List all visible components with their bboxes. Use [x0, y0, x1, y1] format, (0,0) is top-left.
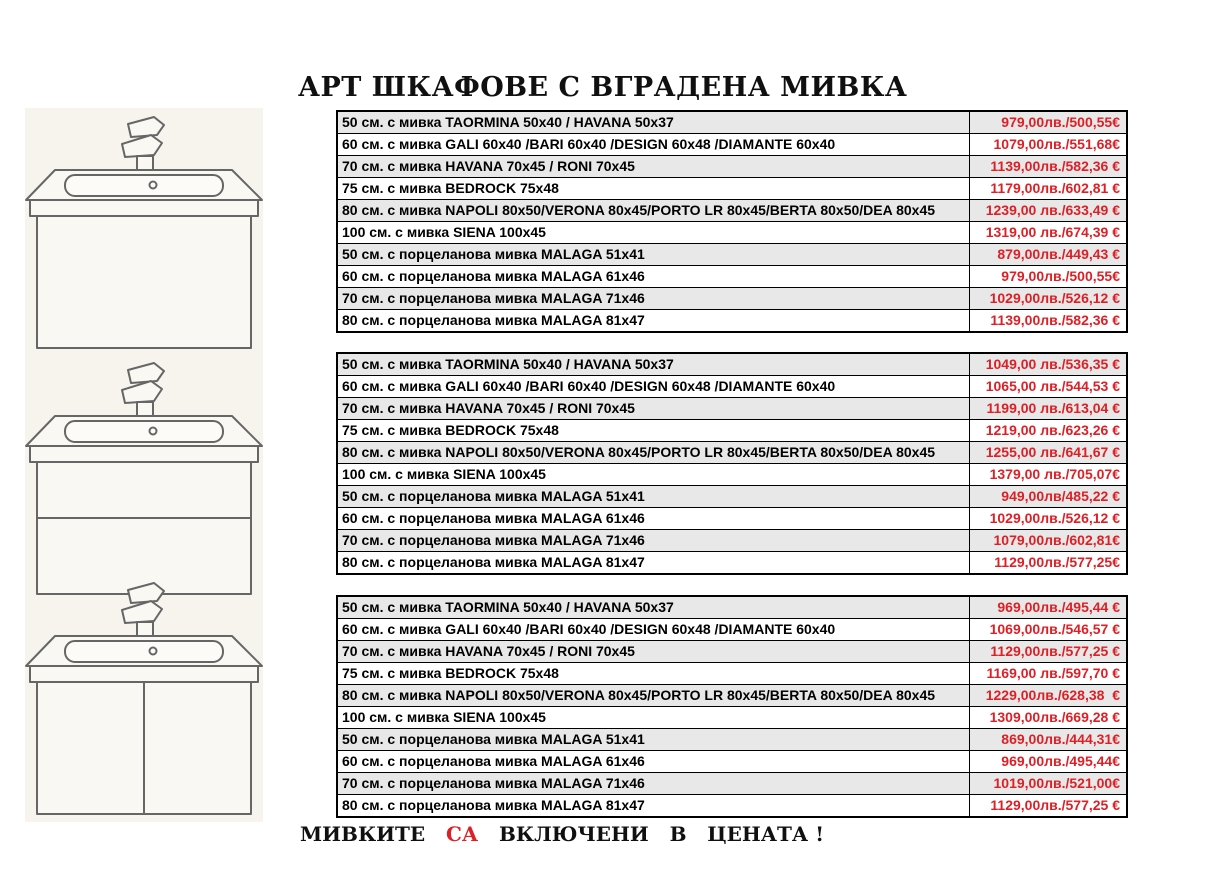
product-price: 1379,00 лв./705,07€ — [989, 466, 1120, 482]
product-price: 1019,00лв./521,00€ — [993, 775, 1120, 791]
product-price: 1219,00 лв./623,26 € — [985, 422, 1120, 438]
product-description: 80 см. с порцеланова мивка MALAGA 81x47 — [338, 795, 970, 816]
footer-word-highlighted: СА — [445, 822, 479, 846]
product-price: 969,00лв./495,44 € — [997, 599, 1120, 615]
table-row — [338, 751, 1126, 773]
table-row — [338, 376, 1126, 398]
product-price: 969,00лв./495,44€ — [1001, 753, 1120, 769]
footer-word: МИВКИТЕ — [300, 822, 426, 846]
product-price: 979,00лв./500,55€ — [1001, 268, 1120, 284]
product-description: 60 см. с мивка GALI 60x40 /BARI 60x40 /DESIGN 60x48 /DIAMANTE 60x40 — [338, 619, 970, 640]
table-row — [338, 641, 1126, 663]
product-description: 100 см. с мивка SIENA 100x45 — [338, 222, 970, 243]
product-description: 60 см. с порцеланова мивка MALAGA 61x46 — [338, 751, 970, 772]
product-price: 1079,00лв./602,81€ — [993, 532, 1120, 548]
cabinet-illustrations-panel — [25, 108, 263, 822]
product-price: 1065,00 лв./544,53 € — [985, 378, 1120, 394]
page-title: АРТ ШКАФОВЕ С ВГРАДЕНА МИВКА — [298, 72, 908, 103]
product-price: 1129,00лв./577,25 € — [990, 643, 1120, 659]
product-price: 1169,00 лв./597,70 € — [986, 665, 1120, 681]
vanity-cabinet-single-front-illustration — [25, 112, 263, 352]
product-price: 1049,00 лв./536,35 € — [985, 356, 1120, 372]
table-row — [338, 442, 1126, 464]
product-description: 70 см. с порцеланова мивка MALAGA 71x46 — [338, 773, 970, 794]
product-description: 75 см. с мивка BEDROCK 75x48 — [338, 178, 970, 199]
product-description: 80 см. с мивка NAPOLI 80x50/VERONA 80x45/PORTO LR 80x45/BERTA 80x50/DEA 80x45 — [338, 442, 970, 463]
footer-word: В — [669, 822, 687, 846]
product-description: 70 см. с мивка HAVANA 70x45 / RONI 70x45 — [338, 641, 970, 662]
product-description: 100 см. с мивка SIENA 100x45 — [338, 707, 970, 728]
product-price: 879,00лв./449,43 € — [997, 246, 1120, 262]
footer-word: ЦЕНАТА ! — [707, 822, 824, 846]
footer-word: ВКЛЮЧЕНИ — [498, 822, 649, 846]
product-price: 1029,00лв./526,12 € — [989, 510, 1120, 526]
product-description: 50 см. с порцеланова мивка MALAGA 51x41 — [338, 729, 970, 750]
table-row — [338, 398, 1126, 420]
product-description: 50 см. с порцеланова мивка MALAGA 51x41 — [338, 244, 970, 265]
product-price: 1029,00лв./526,12 € — [989, 290, 1120, 306]
vanity-cabinet-two-drawers-illustration — [25, 358, 263, 598]
product-price: 1129,00лв./577,25€ — [994, 554, 1120, 570]
table-row — [338, 200, 1126, 222]
product-price: 1239,00 лв./633,49 € — [985, 202, 1120, 218]
product-price: 1079,00лв./551,68€ — [993, 136, 1120, 152]
vanity-cabinet-two-doors-illustration — [25, 578, 263, 818]
product-price: 1069,00лв./546,57 € — [989, 621, 1120, 637]
product-description: 80 см. с порцеланова мивка MALAGA 81x47 — [338, 552, 970, 573]
product-description: 70 см. с порцеланова мивка MALAGA 71x46 — [338, 288, 970, 309]
product-price: 1229,00лв./628,38 € — [985, 687, 1120, 703]
product-price: 869,00лв./444,31€ — [1001, 731, 1120, 747]
product-description: 50 см. с мивка TAORMINA 50x40 / HAVANA 50x37 — [338, 354, 970, 375]
product-price: 1139,00лв./582,36 € — [990, 158, 1120, 174]
table-row — [338, 729, 1126, 751]
table-row — [338, 420, 1126, 442]
product-description: 80 см. с мивка NAPOLI 80x50/VERONA 80x45/PORTO LR 80x45/BERTA 80x50/DEA 80x45 — [338, 200, 970, 221]
table-row — [338, 134, 1126, 156]
table-row — [338, 288, 1126, 310]
product-price: 1129,00лв./577,25 € — [990, 797, 1120, 813]
table-row — [338, 685, 1126, 707]
product-description: 100 см. с мивка SIENA 100x45 — [338, 464, 970, 485]
table-row — [338, 707, 1126, 729]
table-row — [338, 222, 1126, 244]
product-description: 80 см. с мивка NAPOLI 80x50/VERONA 80x45/PORTO LR 80x45/BERTA 80x50/DEA 80x45 — [338, 685, 970, 706]
product-description: 75 см. с мивка BEDROCK 75x48 — [338, 420, 970, 441]
table-row — [338, 597, 1126, 619]
product-description: 70 см. с порцеланова мивка MALAGA 71x46 — [338, 530, 970, 551]
product-price: 1319,00 лв./674,39 € — [985, 224, 1120, 240]
table-row — [338, 244, 1126, 266]
table-row — [338, 464, 1126, 486]
product-price: 1199,00 лв./613,04 € — [986, 400, 1120, 416]
product-description: 75 см. с мивка BEDROCK 75x48 — [338, 663, 970, 684]
product-description: 60 см. с мивка GALI 60x40 /BARI 60x40 /DESIGN 60x48 /DIAMANTE 60x40 — [338, 134, 970, 155]
product-price: 1179,00лв./602,81 € — [990, 180, 1120, 196]
table-row — [338, 486, 1126, 508]
price-table-3 — [336, 595, 1128, 818]
table-row — [338, 530, 1126, 552]
footer-note — [300, 822, 824, 846]
product-description: 50 см. с порцеланова мивка MALAGA 51x41 — [338, 486, 970, 507]
product-description: 50 см. с мивка TAORMINA 50x40 / HAVANA 50x37 — [338, 112, 970, 133]
product-description: 70 см. с мивка HAVANA 70x45 / RONI 70x45 — [338, 156, 970, 177]
price-table-2 — [336, 352, 1128, 575]
product-price: 1139,00лв./582,36 € — [990, 312, 1120, 328]
product-price: 979,00лв./500,55€ — [1001, 114, 1120, 130]
product-description: 50 см. с мивка TAORMINA 50x40 / HAVANA 50x37 — [338, 597, 970, 618]
table-row — [338, 552, 1126, 573]
product-price: 1255,00 лв./641,67 € — [985, 444, 1120, 460]
table-row — [338, 773, 1126, 795]
product-price: 949,00лв/485,22 € — [1001, 488, 1120, 504]
price-table-1 — [336, 110, 1128, 333]
product-description: 60 см. с порцеланова мивка MALAGA 61x46 — [338, 508, 970, 529]
table-row — [338, 663, 1126, 685]
table-row — [338, 795, 1126, 816]
table-row — [338, 156, 1126, 178]
table-row — [338, 508, 1126, 530]
table-row — [338, 354, 1126, 376]
table-row — [338, 310, 1126, 331]
table-row — [338, 178, 1126, 200]
table-row — [338, 619, 1126, 641]
product-description: 80 см. с порцеланова мивка MALAGA 81x47 — [338, 310, 970, 331]
table-row — [338, 112, 1126, 134]
table-row — [338, 266, 1126, 288]
product-description: 60 см. с мивка GALI 60x40 /BARI 60x40 /DESIGN 60x48 /DIAMANTE 60x40 — [338, 376, 970, 397]
product-price: 1309,00лв./669,28 € — [989, 709, 1120, 725]
product-description: 60 см. с порцеланова мивка MALAGA 61x46 — [338, 266, 970, 287]
product-description: 70 см. с мивка HAVANA 70x45 / RONI 70x45 — [338, 398, 970, 419]
